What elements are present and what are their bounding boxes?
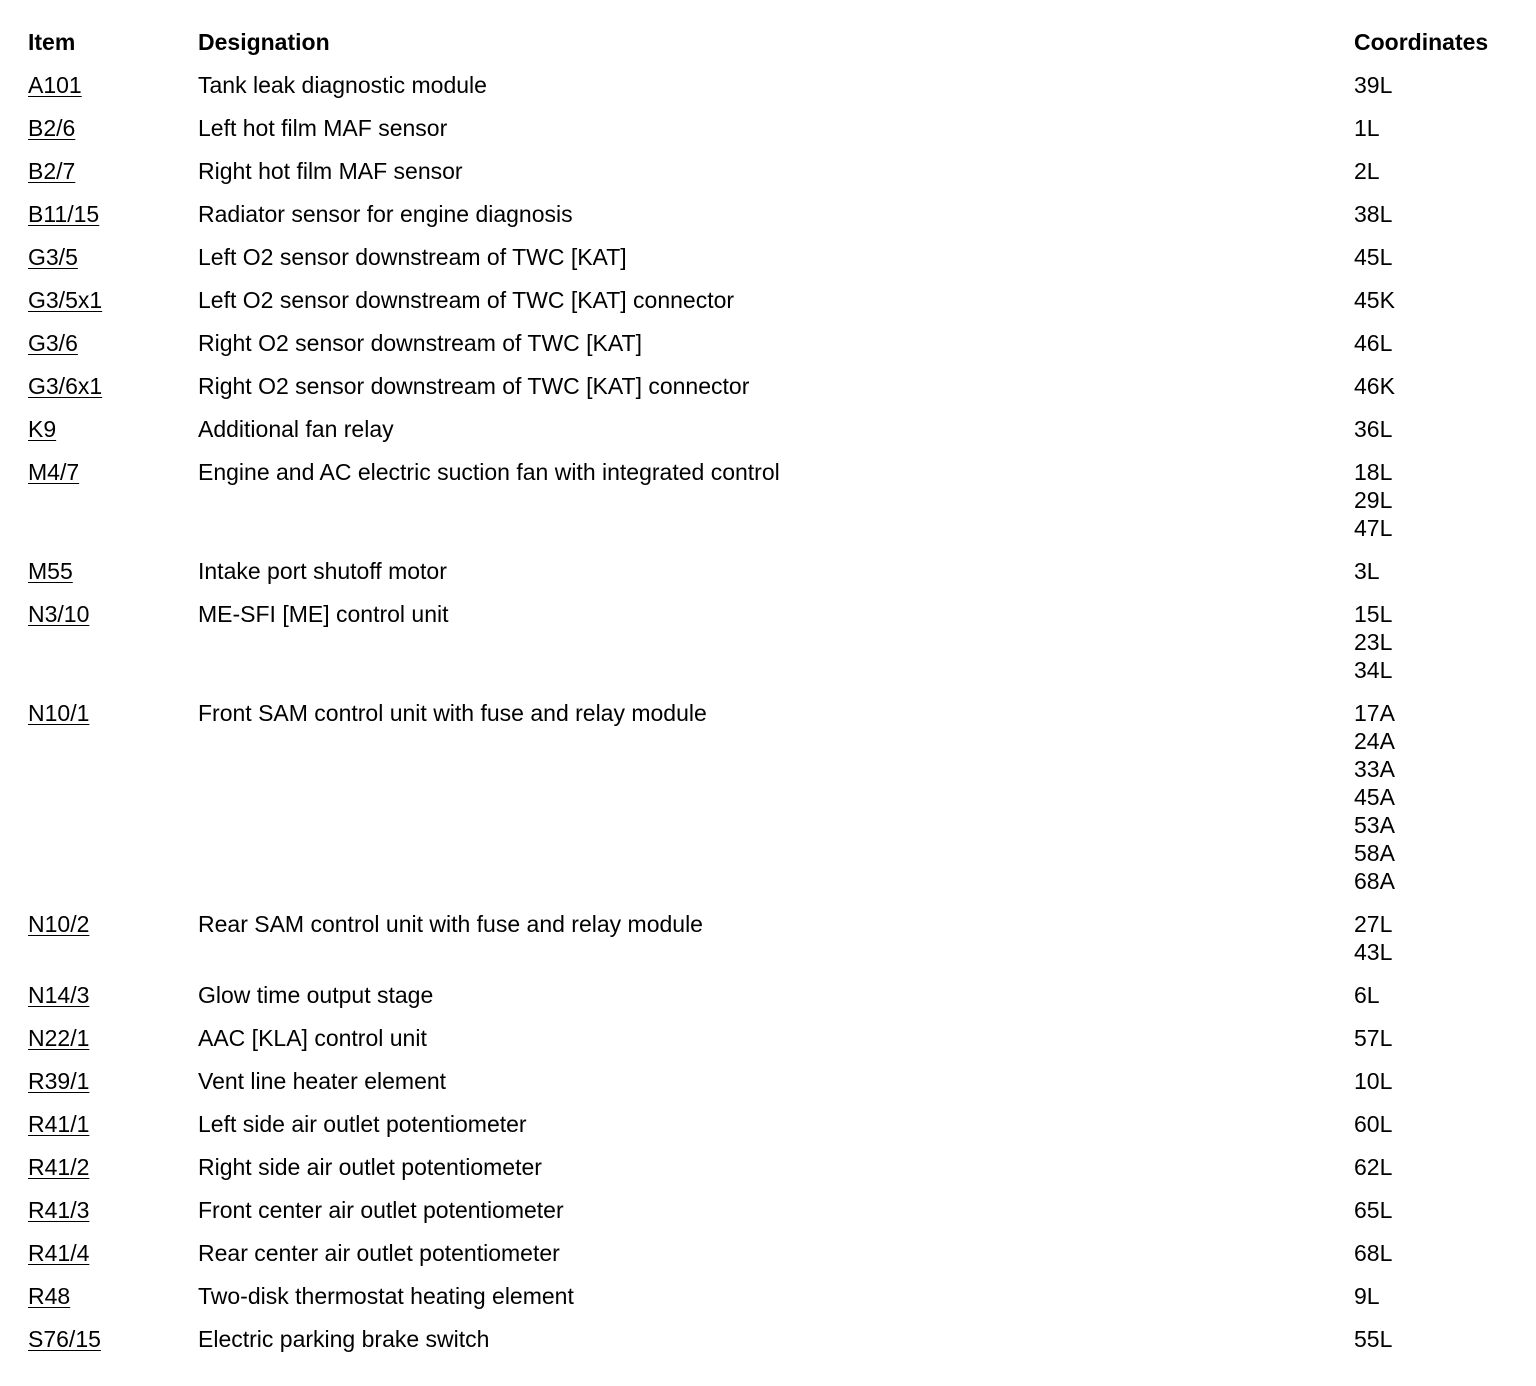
header-row xyxy=(28,28,1518,71)
item-link[interactable]: B2/6 xyxy=(28,115,76,141)
table-row xyxy=(28,372,1518,415)
designation-cell: Left O2 sensor downstream of TWC [KAT] xyxy=(198,244,627,270)
designation-cell: Rear center air outlet potentiometer xyxy=(198,1240,560,1266)
coordinate-value: 39L xyxy=(1354,72,1393,98)
item-link[interactable]: G3/6x1 xyxy=(28,373,103,399)
table-row xyxy=(28,415,1518,458)
coordinate-value: 24A xyxy=(1354,728,1395,754)
coordinate-value: 43L xyxy=(1354,939,1393,965)
designation-cell: Engine and AC electric suction fan with integrated control xyxy=(198,459,780,485)
coordinates-cell xyxy=(1354,600,1518,699)
designation-cell: ME-SFI [ME] control unit xyxy=(198,601,449,627)
item-cell xyxy=(28,1196,198,1239)
coordinates-cell xyxy=(1354,1110,1518,1153)
item-link[interactable]: R41/3 xyxy=(28,1197,90,1223)
designation-cell: Intake port shutoff motor xyxy=(198,558,447,584)
item-link[interactable]: N10/1 xyxy=(28,700,90,726)
coordinate-value: 65L xyxy=(1354,1197,1393,1223)
coordinates-cell xyxy=(1354,1067,1518,1110)
coordinate-value: 45K xyxy=(1354,287,1395,313)
table-row xyxy=(28,910,1518,981)
coordinates-cell xyxy=(1354,157,1518,200)
coordinate-value: 45A xyxy=(1354,784,1395,810)
table-row xyxy=(28,600,1518,699)
item-cell xyxy=(28,415,198,458)
coordinates-cell xyxy=(1354,981,1518,1024)
coordinates-cell xyxy=(1354,372,1518,415)
designation-cell: Rear SAM control unit with fuse and relay module xyxy=(198,911,703,937)
coordinate-value: 6L xyxy=(1354,982,1380,1008)
item-cell xyxy=(28,1024,198,1067)
item-link[interactable]: N10/2 xyxy=(28,911,90,937)
coordinates-cell xyxy=(1354,71,1518,114)
table-row xyxy=(28,157,1518,200)
coordinates-cell xyxy=(1354,1325,1518,1368)
item-cell xyxy=(28,114,198,157)
coordinate-value: 57L xyxy=(1354,1025,1393,1051)
coordinates-column-header: Coordinates xyxy=(1354,29,1489,55)
item-link[interactable]: G3/5x1 xyxy=(28,287,103,313)
coordinates-cell xyxy=(1354,329,1518,372)
coordinate-value: 38L xyxy=(1354,201,1393,227)
item-link[interactable]: M55 xyxy=(28,558,73,584)
coordinates-cell xyxy=(1354,557,1518,600)
designation-cell: Front SAM control unit with fuse and relay module xyxy=(198,700,707,726)
coordinate-value: 34L xyxy=(1354,657,1393,683)
designation-cell: Right O2 sensor downstream of TWC [KAT] connector xyxy=(198,373,750,399)
coordinates-cell xyxy=(1354,1282,1518,1325)
coordinate-value: 55L xyxy=(1354,1326,1393,1352)
coordinates-cell xyxy=(1354,699,1518,910)
item-cell xyxy=(28,699,198,910)
component-legend-table xyxy=(28,28,1518,1368)
table-row xyxy=(28,1024,1518,1067)
item-cell xyxy=(28,981,198,1024)
coordinate-value: 62L xyxy=(1354,1154,1393,1180)
table-row xyxy=(28,1196,1518,1239)
designation-cell: Radiator sensor for engine diagnosis xyxy=(198,201,573,227)
designation-cell: Front center air outlet potentiometer xyxy=(198,1197,564,1223)
item-link[interactable]: R41/1 xyxy=(28,1111,90,1137)
designation-cell: Vent line heater element xyxy=(198,1068,447,1094)
table-row xyxy=(28,981,1518,1024)
item-cell xyxy=(28,1239,198,1282)
item-link[interactable]: S76/15 xyxy=(28,1326,101,1352)
item-link[interactable]: R41/2 xyxy=(28,1154,90,1180)
item-link[interactable]: R48 xyxy=(28,1283,71,1309)
item-cell xyxy=(28,600,198,699)
table-row xyxy=(28,1110,1518,1153)
item-cell xyxy=(28,200,198,243)
coordinates-cell xyxy=(1354,243,1518,286)
item-link[interactable]: N3/10 xyxy=(28,601,90,627)
table-row xyxy=(28,1153,1518,1196)
designation-cell: Electric parking brake switch xyxy=(198,1326,490,1352)
item-cell xyxy=(28,1325,198,1368)
item-link[interactable]: N22/1 xyxy=(28,1025,90,1051)
designation-cell: Right side air outlet potentiometer xyxy=(198,1154,542,1180)
coordinate-value: 33A xyxy=(1354,756,1395,782)
table-row xyxy=(28,286,1518,329)
table-row xyxy=(28,1282,1518,1325)
item-link[interactable]: G3/5 xyxy=(28,244,78,270)
coordinates-cell xyxy=(1354,114,1518,157)
designation-cell: Left O2 sensor downstream of TWC [KAT] connector xyxy=(198,287,735,313)
coordinate-value: 23L xyxy=(1354,629,1393,655)
table-row xyxy=(28,1239,1518,1282)
table-row xyxy=(28,329,1518,372)
designation-cell: AAC [KLA] control unit xyxy=(198,1025,427,1051)
designation-column-header: Designation xyxy=(198,29,330,55)
coordinates-cell xyxy=(1354,1196,1518,1239)
designation-cell: Additional fan relay xyxy=(198,416,394,442)
table-row xyxy=(28,1325,1518,1368)
item-cell xyxy=(28,557,198,600)
coordinate-value: 27L xyxy=(1354,911,1393,937)
coordinate-value: 36L xyxy=(1354,416,1393,442)
coordinates-cell xyxy=(1354,415,1518,458)
table-row xyxy=(28,699,1518,910)
coordinate-value: 46L xyxy=(1354,330,1393,356)
coordinate-value: 3L xyxy=(1354,558,1380,584)
designation-cell: Right O2 sensor downstream of TWC [KAT] xyxy=(198,330,642,356)
item-cell xyxy=(28,372,198,415)
coordinate-value: 58A xyxy=(1354,840,1395,866)
item-link[interactable]: R41/4 xyxy=(28,1240,90,1266)
designation-cell: Left side air outlet potentiometer xyxy=(198,1111,527,1137)
coordinate-value: 47L xyxy=(1354,515,1393,541)
item-cell xyxy=(28,286,198,329)
coordinates-cell xyxy=(1354,1153,1518,1196)
item-cell xyxy=(28,1110,198,1153)
coordinate-value: 29L xyxy=(1354,487,1393,513)
coordinate-value: 1L xyxy=(1354,115,1380,141)
designation-cell: Right hot film MAF sensor xyxy=(198,158,463,184)
table-row xyxy=(28,114,1518,157)
item-link[interactable]: B11/15 xyxy=(28,201,100,227)
item-cell xyxy=(28,329,198,372)
coordinate-value: 17A xyxy=(1354,700,1395,726)
coordinate-value: 9L xyxy=(1354,1283,1380,1309)
item-cell xyxy=(28,1282,198,1325)
coordinate-value: 45L xyxy=(1354,244,1393,270)
item-column-header: Item xyxy=(28,29,76,55)
item-link[interactable]: K9 xyxy=(28,416,57,442)
item-cell xyxy=(28,71,198,114)
table-row xyxy=(28,557,1518,600)
coordinate-value: 60L xyxy=(1354,1111,1393,1137)
coordinates-cell xyxy=(1354,1024,1518,1067)
item-cell xyxy=(28,458,198,557)
designation-cell: Two-disk thermostat heating element xyxy=(198,1283,574,1309)
designation-cell: Left hot film MAF sensor xyxy=(198,115,448,141)
item-cell xyxy=(28,243,198,286)
designation-cell: Tank leak diagnostic module xyxy=(198,72,487,98)
coordinate-value: 68L xyxy=(1354,1240,1393,1266)
coordinate-value: 18L xyxy=(1354,459,1393,485)
table-row xyxy=(28,458,1518,557)
coordinates-cell xyxy=(1354,200,1518,243)
table-row xyxy=(28,243,1518,286)
designation-cell: Glow time output stage xyxy=(198,982,434,1008)
table-row xyxy=(28,71,1518,114)
coordinate-value: 10L xyxy=(1354,1068,1393,1094)
table-row xyxy=(28,1067,1518,1110)
item-cell xyxy=(28,1067,198,1110)
coordinate-value: 2L xyxy=(1354,158,1380,184)
table-row xyxy=(28,200,1518,243)
item-link[interactable]: N14/3 xyxy=(28,982,90,1008)
coordinate-value: 53A xyxy=(1354,812,1395,838)
coordinates-cell xyxy=(1354,286,1518,329)
item-link[interactable]: B2/7 xyxy=(28,158,76,184)
item-cell xyxy=(28,910,198,981)
coordinate-value: 46K xyxy=(1354,373,1395,399)
item-link[interactable]: A101 xyxy=(28,72,82,98)
item-link[interactable]: M4/7 xyxy=(28,459,80,485)
item-link[interactable]: G3/6 xyxy=(28,330,78,356)
coordinates-cell xyxy=(1354,1239,1518,1282)
item-cell xyxy=(28,157,198,200)
coordinates-cell xyxy=(1354,458,1518,557)
coordinate-value: 68A xyxy=(1354,868,1395,894)
coordinate-value: 15L xyxy=(1354,601,1393,627)
item-link[interactable]: R39/1 xyxy=(28,1068,90,1094)
item-cell xyxy=(28,1153,198,1196)
coordinates-cell xyxy=(1354,910,1518,981)
legend-body xyxy=(28,71,1518,1368)
